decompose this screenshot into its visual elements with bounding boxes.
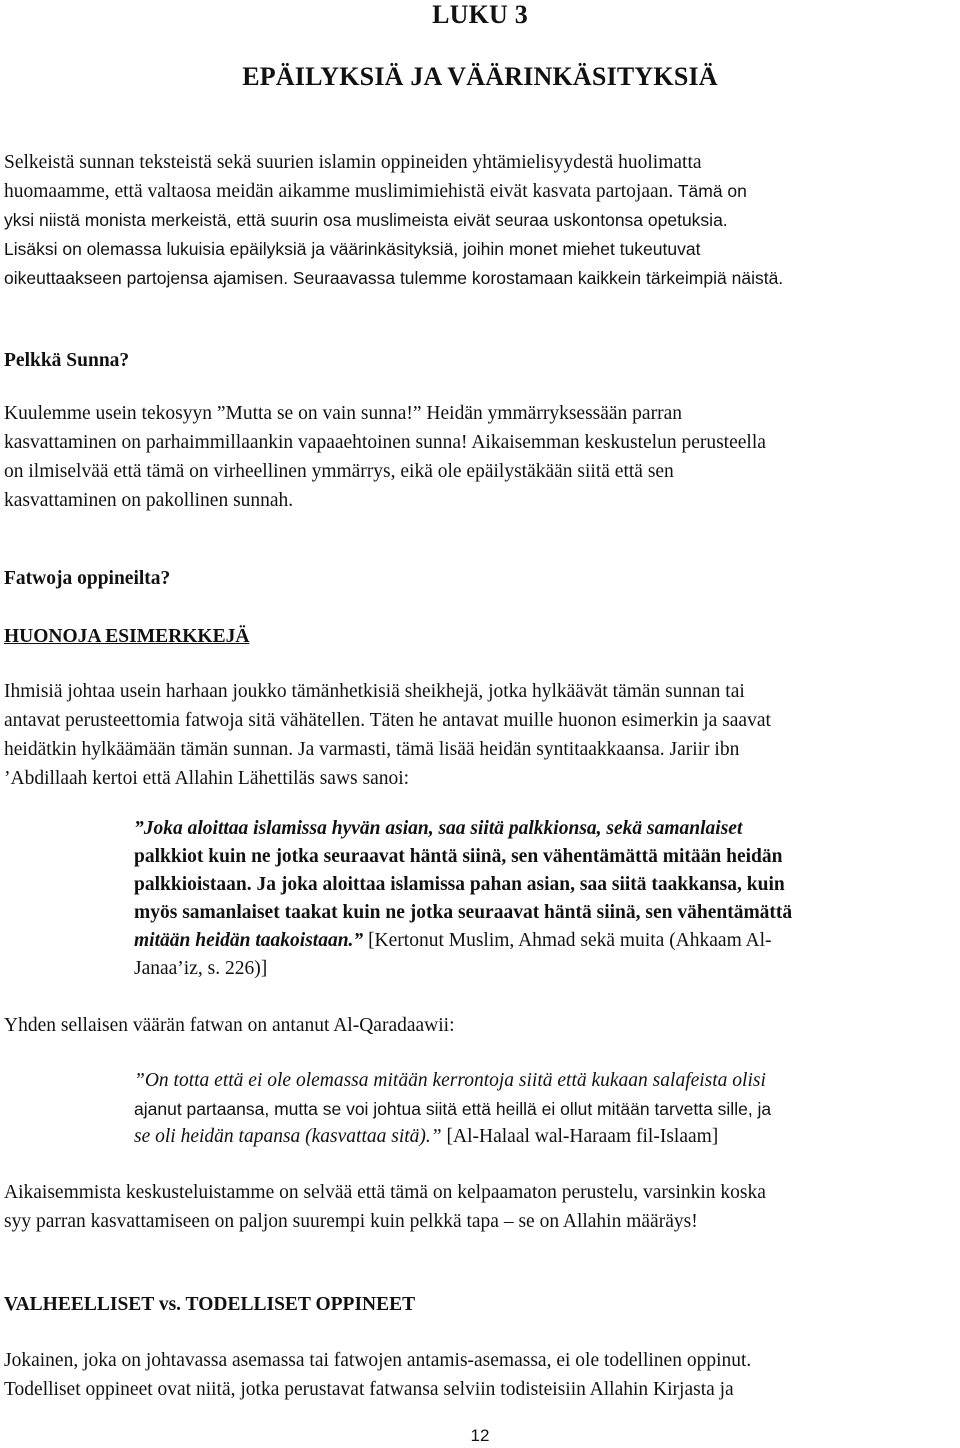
qaradawi-intro: Yhden sellaisen väärän fatwan on antanut Al-Qaradaawii: (4, 1015, 455, 1036)
sunna-paragraph (4, 399, 954, 515)
section-heading-scholars: VALHEELLISET vs. TODELLISET OPPINEET (4, 1294, 416, 1315)
chapter-label: LUKU 3 (432, 0, 528, 29)
quote-text: mitään heidän taakoistaan.” (134, 930, 364, 951)
text-line: on ilmiselvää että tämä on virheellinen ymmärrys, eikä ole epäilystäkään siitä että sen (4, 461, 674, 482)
scholars-paragraph (4, 1346, 954, 1404)
text-line: Jokainen, joka on johtavassa asemassa tai fatwojen antamis-asemassa, ei ole todellinen oppinut. (4, 1350, 752, 1371)
text-span: Tämä on (673, 181, 747, 201)
chapter-title: EPÄILYKSIÄ JA VÄÄRINKÄSITYKSIÄ (242, 62, 718, 91)
quote-reference: Janaa’iz, s. 226)] (134, 958, 268, 979)
quote-reference: [Kertonut Muslim, Ahmad sekä muita (Ahkaam Al- (363, 930, 772, 951)
text-line: kasvattaminen on parhaimmillaankin vapaaehtoinen sunna! Aikaisemman keskustelun perusteella (4, 432, 766, 453)
conclusion-paragraph (4, 1178, 954, 1236)
quote-line: ajanut partaansa, mutta se voi johtua siitä että heillä ei ollut mitään tarvetta sille, ja (134, 1099, 772, 1119)
quote-line: myös samanlaiset taakat kuin ne jotka seuraavat häntä siinä, sen vähentämättä (134, 902, 793, 923)
qaradawi-quote (134, 1067, 956, 1151)
section-heading-fatwa: Fatwoja oppineilta? (4, 568, 171, 589)
text-line: Selkeistä sunnan teksteistä sekä suurien islamin oppineiden yhtämielisyydestä huolimatta (4, 152, 702, 173)
page-number: 12 (470, 1426, 490, 1445)
section-subheading-examples: HUONOJA ESIMERKKEJÄ (4, 626, 250, 647)
text-line: ’Abdillaah kertoi että Allahin Lähettiläs saws sanoi: (4, 768, 410, 789)
text-line (4, 177, 954, 206)
quote-line: ”Joka aloittaa islamissa hyvän asian, saa siitä palkkionsa, sekä samanlaiset (134, 818, 743, 839)
text-line: heidätkin hylkäämään tämän sunnan. Ja varmasti, tämä lisää heidän syntitaakkaansa. Jariir ibn (4, 739, 740, 760)
fatwa-paragraph (4, 677, 954, 793)
text-line: syy parran kasvattamiseen on paljon suurempi kuin pelkkä tapa – se on Allahin määräys! (4, 1211, 698, 1232)
intro-paragraph (4, 148, 954, 293)
text-line: Aikaisemmista keskusteluistamme on selvää että tämä on kelpaamaton perustelu, varsinkin koska (4, 1182, 766, 1203)
text-line: yksi niistä monista merkeistä, että suurin osa muslimeista eivät seuraa uskontonsa opetuksia. (4, 210, 728, 230)
text-line: Lisäksi on olemassa lukuisia epäilyksiä ja väärinkäsityksiä, joihin monet miehet tukeutuvat (4, 239, 701, 259)
text-line: Todelliset oppineet ovat niitä, jotka perustavat fatwansa selviin todisteisiin Allahin Kirjasta ja (4, 1379, 734, 1400)
text-span: huomaamme, että valtaosa meidän aikamme muslimimiehistä eivät kasvata partojaan. (4, 181, 674, 202)
text-line: Kuulemme usein tekosyyn ”Mutta se on vain sunna!” Heidän ymmärryksessään parran (4, 403, 682, 424)
quote-text: se oli heidän tapansa (kasvattaa sitä).” (134, 1126, 442, 1147)
quote-line (134, 927, 956, 955)
text-line: oikeuttaakseen partojensa ajamisen. Seuraavassa tulemme korostamaan kaikkein tärkeimpiä näistä. (4, 268, 784, 288)
quote-reference: [Al-Halaal wal-Haraam fil-Islaam] (441, 1126, 719, 1147)
text-line: Ihmisiä johtaa usein harhaan joukko tämänhetkisiä sheikhejä, jotka hylkäävät tämän sunnan tai (4, 681, 745, 702)
quote-line: palkkiot kuin ne jotka seuraavat häntä siinä, sen vähentämättä mitään heidän (134, 846, 783, 867)
quote-line (134, 1123, 956, 1151)
quote-line: ”On totta että ei ole olemassa mitään kerrontoja siitä että kukaan salafeista olisi (134, 1070, 766, 1091)
text-line: kasvattaminen on pakollinen sunnah. (4, 490, 294, 511)
hadith-quote (134, 815, 956, 983)
text-line: antavat perusteettomia fatwoja sitä vähätellen. Täten he antavat muille huonon esimerkin ja saavat (4, 710, 771, 731)
section-heading-sunna: Pelkkä Sunna? (4, 350, 130, 371)
quote-line: palkkioistaan. Ja joka aloittaa islamissa pahan asian, saa siitä taakkansa, kuin (134, 874, 785, 895)
